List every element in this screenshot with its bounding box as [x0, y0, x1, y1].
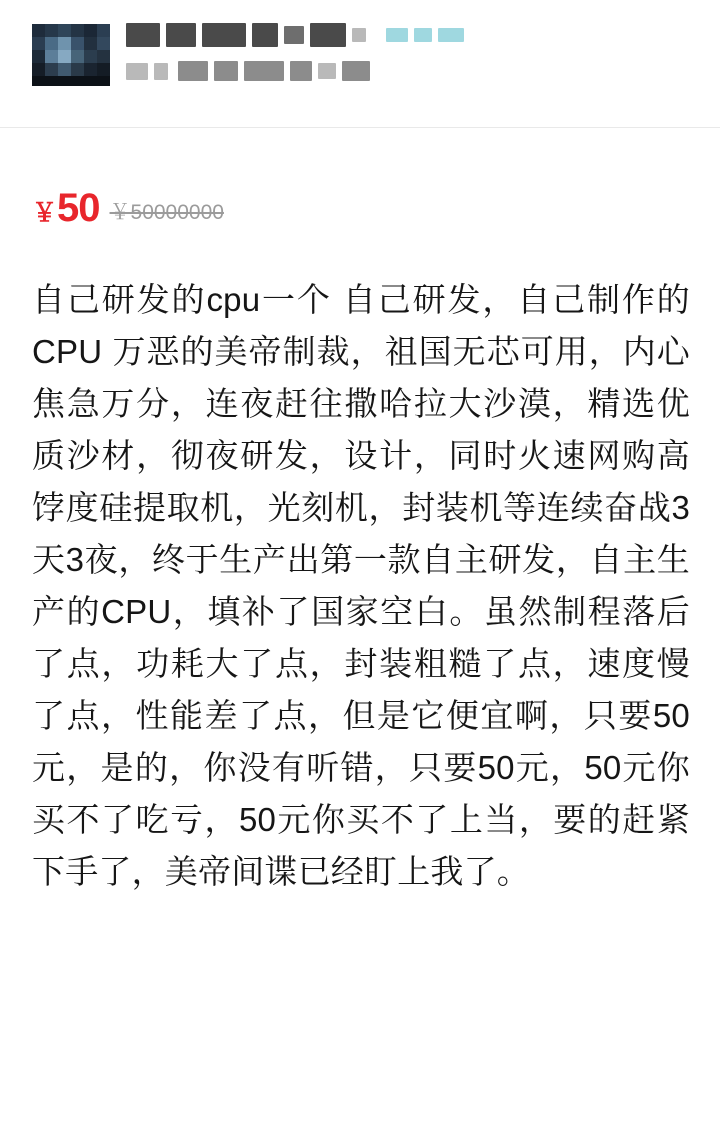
redacted-subtitle-block [214, 61, 238, 81]
seller-name-row[interactable] [126, 22, 688, 48]
seller-avatar[interactable] [32, 24, 110, 86]
redacted-name-block [126, 23, 160, 47]
redacted-tag-block [414, 28, 432, 42]
original-price: ￥50000000 [109, 201, 224, 224]
seller-header [0, 0, 720, 128]
redacted-name-block [202, 23, 246, 47]
redacted-subtitle-block [244, 61, 284, 81]
redacted-tag-block [386, 28, 408, 42]
redacted-name-block [352, 28, 366, 42]
redacted-subtitle-block [126, 63, 148, 80]
redacted-name-block [252, 23, 278, 47]
currency-symbol: ￥ [32, 199, 57, 227]
redacted-name-block [284, 26, 304, 44]
redacted-subtitle-block [318, 63, 336, 79]
product-description: 自己研发的cpu一个 自己研发，自己制作的CPU 万恶的美帝制裁，祖国无芯可用，内心焦急万分，连夜赶往撒哈拉大沙漠，精选优质沙材，彻夜研发，设计，同时火速网购高饽度硅提取机，光刻机，封装机等连续奋战3天3夜，终于生产出第一款自主研发，自主生产的CPU，填补了国家空白。虽然制程落后了点，功耗大了点，封装粗糙了点，速度慢了点，性能差了点，但是它便宜啊，只要50元，是的，你没有听错，只要50元，50元你买不了吃亏，50元你买不了上当，要的赶紧下手了，美帝间谍已经盯上我了。 [32, 281, 690, 890]
price-row [0, 128, 720, 228]
current-price [32, 188, 100, 228]
redacted-subtitle-block [154, 63, 168, 80]
redacted-tag-block [438, 28, 464, 42]
redacted-name-block [310, 23, 346, 47]
redacted-name-block [166, 23, 196, 47]
seller-subtitle-row [126, 60, 688, 82]
current-price-value: 50 [57, 186, 100, 230]
redacted-subtitle-block [178, 61, 208, 81]
redacted-subtitle-block [342, 61, 370, 81]
seller-info [126, 18, 688, 82]
redacted-subtitle-block [290, 61, 312, 81]
